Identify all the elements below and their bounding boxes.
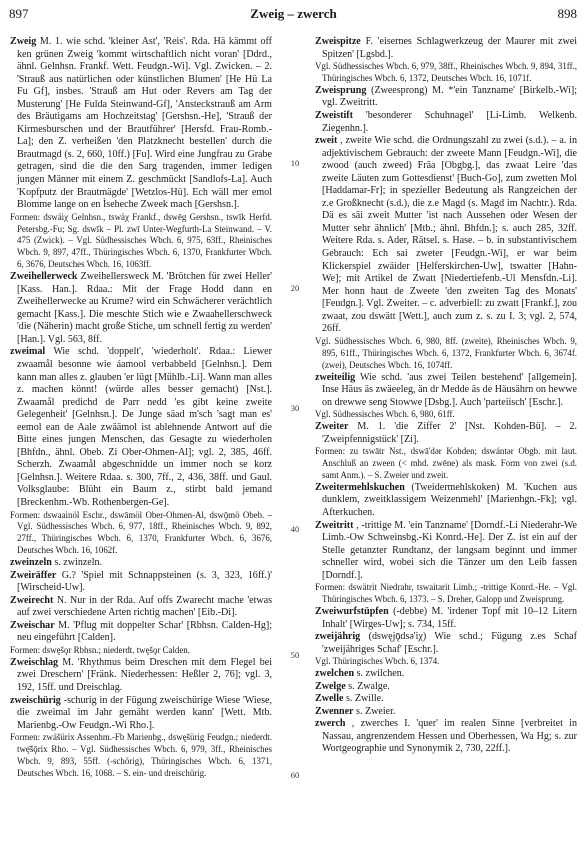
entry-references xyxy=(10,212,272,272)
dictionary-entry xyxy=(315,36,577,61)
line-number: 10 xyxy=(290,158,300,168)
dictionary-entry xyxy=(10,271,272,346)
entry-references xyxy=(10,645,272,657)
entry-headword: Zweistift xyxy=(315,110,353,121)
entry-text: s. Zweier. xyxy=(356,705,396,717)
line-number: 20 xyxy=(290,283,300,293)
entry-text: Vgl. Südhessisches Wbch. 6, 980, 8ff. (zweite), Rheinisches Wbch. 9, 895, 61ff., Thüringisches Wbch. 6, 1372, Frankfurter Wbch. 6, 3674f. (zwei), Deutsches Wbch. 16, 1074ff. xyxy=(315,335,577,370)
entry-text: Formen: zwäšürix Assenhm.-Fb Marienbg., dswęšürig Feudgn.; niederdt. twę̄šǭrix Rho. – Vgl. Südhessisches Wbch. 6, 979, 3ff., Rheinisches Wbch. 9, 893, 55ff. (-schörig), Thüringisches Wbch. 6, 1371, Deutsches Wbch. 16, 1068. – S. ein- und dreischürig. xyxy=(10,732,272,778)
entry-headword: zweimal xyxy=(10,346,46,358)
entry-text: Formen: dswätrit Niedrahr, tswaitarit Limb.; -trittige Konrd.-He. – Vgl. Thüringisches Wbch. 6, 1373. – S. Dreher, Galopp und Zweisprung. xyxy=(315,582,577,605)
dictionary-entry xyxy=(315,606,577,631)
dictionary-entry xyxy=(10,657,272,695)
entry-references xyxy=(315,336,577,372)
entry-text: M. 1. wie schd. 'kleiner Ast', 'Reis'. Rda. Hä kämmt off ken grünen Zweig 'kommt wirtschaftlich nicht voran' [Ddrd., ähnl. Gelnhsn. Frankf. Wett. Feudgn.-Wi]. Vgl. Zwicken. – 2. 'Strauß aus natürlichen oder künstlichen Blumen' [He Hü La Fu Gf], insbes. 'Strauß am Hut oder Revers am Tag der Musterung' [He Fulda Steinwand-Gf], 'Ansteckstrauß am Arm des Bräutigams am Hochzeitstag' [Gershsn.-He], 'Strauß der Kirmesburschen und der Brautführer' [Hersfd. Frau-Romb.-La]; den Z. verheißen 'den Platzknecht bestellen' durch die Brautmagd (s. 2, 660, 10ff.) [Fu]. Wird eine Jungfrau zu Grabe getragen, sind die die den Sarg tragenden, immer ledigen jungen Männer mit einem Z. geschmückt [Sandlofs-La]. Auch 'Kopfputz der Brautmägde' [Wetzlos-Hü]. Ech wäll mer emol Blomme lange on en Ìseheche Zweek mach [Gershsn.]. xyxy=(17,36,272,211)
page-number-left: 897 xyxy=(9,6,29,21)
line-number: 50 xyxy=(290,650,300,660)
entry-text: (dswęjǭdsə'iχ) Wie schd.; Fügung z.es Schaf 'zweijähriges Schaf' [Eschr.]. xyxy=(322,631,577,655)
dictionary-entry xyxy=(315,135,577,336)
entry-text: M. 'Pflug mit doppelter Schar' [Rbhsn. Calden-Hg]; neu eingeführt [Calden]. xyxy=(17,619,272,644)
dictionary-entry xyxy=(315,718,577,756)
entry-text: s. Zwalge. xyxy=(348,680,390,692)
entry-headword: Zwenner xyxy=(315,705,354,717)
entry-text: , zwerches I. 'quer' im realen Sinne [verbreitet in Nassau, angrenzendem Hessen und Oberhessen, Wa Hg; s. zur Wortgeographie und Synonymik 2, 730, 22ff.]. xyxy=(322,718,577,755)
entry-text: Formen: zu tswātr Nst., dswā'dər Kohden; dswántər Obgb. mit laut. Anschluß an zween (< mhd. zwēne) als mask. Form von zwei (s.d. samt Anm.). – S. Zweier und zweit. xyxy=(315,446,577,481)
dictionary-entry xyxy=(10,346,272,509)
entry-text: s. Zwille. xyxy=(345,693,384,705)
entry-text: s. zwilchen. xyxy=(356,668,405,680)
entry-text: 'besonderer Schuhnagel' [Li-Limb. Welkenb. Ziegenhn.]. xyxy=(322,110,577,134)
entry-references xyxy=(10,732,272,780)
entry-text: Wie schd. 'aus zwei Teilen bestehend' [allgemein]. Inse Häus äs zwäeeleg, än dr Medde äs de Häusährn on hewwe on drewwe seng Stowwe [Dsbg.]. Auch 'parteiisch' [Eschr.]. xyxy=(322,371,577,408)
entry-text: Formen: dswaainöl Eschr., dswāmöl Ober-Ohmen-Al, dswǭmö Obeb. – Vgl. Südhessisches Wbch. 6, 977, 18ff., Rheinisches Wbch. 9, 892, 27ff., Thüringisches Wbch. 6, 1370, Frankfurter Wbch. 6, 3676, Deutsches Wbch. 16, 1062f. xyxy=(10,509,272,556)
dictionary-entry xyxy=(315,706,577,719)
entry-headword: Zweisprung xyxy=(315,84,367,96)
dictionary-entry xyxy=(315,631,577,656)
dictionary-entry xyxy=(315,520,577,583)
dictionary-entry xyxy=(10,620,272,645)
page-number-right: 898 xyxy=(557,6,577,21)
entry-references xyxy=(315,656,577,668)
entry-text: M. 'Rhythmus beim Dreschen mit dem Flegel bei zwei Dreschern' [Fränk. Niederhessen: Heßler 2, 76]; vgl. 3, 192, 15ff. und Dreischlag. xyxy=(17,656,272,694)
entry-headword: zwelchen xyxy=(315,668,355,680)
dictionary-entry xyxy=(315,681,577,694)
entry-headword: Zweirecht xyxy=(10,594,54,606)
dictionary-entry xyxy=(315,668,577,681)
entry-headword: Zweihellerweck xyxy=(10,271,78,283)
running-title: Zweig – zwerch xyxy=(250,6,337,21)
entry-text: -schurig in der Fügung zweischürige Wiese 'Wiese, die zweimal im Jahr gemäht werden kann' [Wett. Mtb. Marienbg.-Ow Feudgn.-Wi Rho.]. xyxy=(17,694,272,731)
entry-references xyxy=(315,409,577,421)
entry-headword: Zweischar xyxy=(10,619,55,631)
entry-text: s. zwinzeln. xyxy=(54,557,103,569)
dictionary-entry xyxy=(315,372,577,410)
entry-references xyxy=(315,61,577,85)
entry-text: , -trittige M. 'ein Tanzname' [Dorndf.-Li Niederahr-We Limb.-Ow Schweinsbg.-Ki Konrd.-He]. Der Z. ist ein auf der Stelle getanzter Rundtanz, der langsam beginnt und immer schneller wird, wobei sich die Tänzer um den Leib fassen [Dorndf.]. xyxy=(322,519,577,581)
entry-text: N. Nur in der Rda. Auf offs Zwarecht mache 'etwas auf zwei verschiedene Arten richtig machen' [Eib.-Di]. xyxy=(17,594,273,619)
entry-headword: zweijährig xyxy=(315,631,361,643)
dictionary-entry xyxy=(10,36,272,212)
dictionary-entry xyxy=(10,595,272,620)
entry-text: Formen: dswęšǫr Rbhsn.; niederdt. twęšǫr Calden. xyxy=(10,645,190,656)
entry-text: (Tweidermehlskoken) M. 'Kuchen aus dunklem, zweitklassigem Weizenmehl' [Marienhgn.-Fk]; vgl. Afterkuchen. xyxy=(322,481,577,519)
entry-headword: Zweitermehlskuchen xyxy=(315,481,405,493)
entry-text: (-debbe) M. 'irdener Topf mit 10–12 Litern Inhalt' [Wirges-Uw]; s. 734, 15ff. xyxy=(322,606,578,630)
line-number: 30 xyxy=(290,403,300,413)
line-number: 60 xyxy=(290,770,300,780)
dictionary-entry xyxy=(315,421,577,446)
entry-text: G.? 'Spiel mit Schnappsteinen (s. 3, 323, 16ff.)' [Wirscheid-Uw]. xyxy=(17,569,272,594)
entry-references xyxy=(315,582,577,606)
dictionary-entry xyxy=(10,570,272,595)
entry-headword: Zweischlag xyxy=(10,656,59,668)
entry-headword: Zweiräffer xyxy=(10,569,57,581)
entry-headword: zweit xyxy=(315,135,338,147)
page-header xyxy=(0,6,587,28)
left-column xyxy=(10,36,272,780)
dictionary-entry xyxy=(315,693,577,706)
entry-headword: Zweispitze xyxy=(315,36,361,47)
entry-text: Vgl. Thüringisches Wbch. 6, 1374. xyxy=(315,656,440,667)
entry-headword: Zweig xyxy=(10,36,37,47)
line-number: 40 xyxy=(290,524,300,534)
entry-references xyxy=(10,510,272,558)
entry-headword: Zweiwurfstüpfen xyxy=(315,606,389,618)
dictionary-entry xyxy=(10,695,272,733)
right-column xyxy=(315,36,577,756)
entry-text: Wie schd. 'doppelt', 'wiederholt'. Rdaa.: Liewer zwaamål besonne wie áamool verbabbeld [Gelnhsn.]. Dem kann man alles z. glauben 'er lügt [Mühlb.-Li]. Wann man alles z. machen könnt! (würde alles besser gemacht) [Nst.]. Zwaamål predichd de Parr nedd 'es gibt keine zweite Gelegenheit' [Gelnhsn.]. De Junge säad m'sch 'sagt man es' eemol ean de Aale zwäämol ist ablehnende Antwort auf die Bitte eines jungen Menschen, das Gesagte zu wiederholen [Bhfdn., ähnl. Obeb. Zi Ober-Ohmen-Al]; vgl. 2, 385, 46ff. Scherzh. Zwaamål abgeschnidde un immer noch se korz [Gelnhsn.]. Weitere Rdaa. s. 300, 7ff., 2, 436, 38ff. und Gaul. Volksglaube: Blüht ein Baum z., stirbt bald jemand [Breckenhm.-Wb. Rothenbergen-Ge]. xyxy=(17,346,272,509)
entry-text: Zweihellersweck M. 'Brötchen für zwei Heller' [Kass. Han.]. Rdaa.: Mit der Frage Hodd dann en Zweihellerwecke au Krume? wird ein Schwächerer verächtlich gemacht [Kass.]. Die meschte Stich wie e Zwaahellerschweck 'die (Näherin) macht große Stiche, um schnell fertig zu werden' [Han.]. Vgl. 563, 8ff. xyxy=(17,271,272,345)
entry-text: M. 1. 'die Ziffer 2' [Nst. Kohden-Bü]. – 2. 'Zweipfennigstück' [Zi]. xyxy=(322,421,577,445)
entry-headword: zweiteilig xyxy=(315,371,356,383)
entry-headword: zweinzeln xyxy=(10,557,52,569)
dictionary-entry xyxy=(315,482,577,520)
entry-text: Vgl. Südhessisches Wbch. 6, 980, 61ff. xyxy=(315,409,455,420)
entry-headword: zwerch xyxy=(315,718,346,730)
entry-text: F. 'eisernes Schlagwerkzeug der Maurer mit zwei Spitzen' [Lgsbd.]. xyxy=(322,36,578,60)
entry-text: Vgl. Südhessisches Wbch. 6, 979, 38ff., Rheinisches Wbch. 9, 894, 31ff., Thüringisches Wbch. 6, 1372, Deutsches Wbch. 16, 1071f. xyxy=(315,61,577,83)
dictionary-entry xyxy=(10,557,272,570)
entry-headword: Zweitritt xyxy=(315,519,354,531)
entry-text: Formen: dswäiχ Gelnhsn., tswäχ Frankf., dswēg Gershsn., tswīk Herfd. Petersbg.-Fu; Sg. dswīk – Pl. zwī Unter-Wegfurth-La Steinwand. – V. 475 (Zwick). – Vgl. Südhessisches Wbch. 6, 975, 63ff., Rheinisches Wbch. 9, 897, 47ff., Thüringisches Wbch. 6, 1370, Frankfurter Wbch. 6, 3676, Deutsches Wbch. 16, 1063ff. xyxy=(10,211,272,270)
entry-headword: Zwelge xyxy=(315,680,346,692)
entry-text: , zweite Wie schd. die Ordnungszahl zu zwei (s.d.). – a. in adjektivischem Gebrauch: der zweete Mann [Feudgn.-Wi], die zwood (auch zweed) Fräa [Obgbg.], das zwaat Leire 'das zweite Läuten zum Gottesdienst' [Buch-Go], zum zwetten Mol [Haddamar-Fr]; in spezieller Bedeutung als Rangzeichen der z.e Großknecht (s.d.), die z.e Magd (s. Magd im Nachtr.). Rda. Dä es säi zweit Mutter 'ist nach Aussehen oder Wesen der Mutter sehr ähnlich' [Mtb.; ähnl. Bhfdn.]; s. auch 285, 32ff. Weitere Rda. s. Ader, Rätsel. s. Hase. – b. in substantivischem Gebrauch: Ech sai zweter [Feudgn.-Wi], er war beim Klickerspiel zwäider [Helferskirchen-Uw], tswatter [Hahn-We]; mit Artikel de Zwatt [Niedertiefenb.-Ul Mensfdn.-Li]. Mer honn haut de Zweete 'den zweiten Tag des Monats' [Feudgn.]. Vgl. Zweiter. – c. adverbiell: zu zwatt [Frankf.], zou zwaat, zou dswätt [Wett.], auch zum z. s. zu I. 3; vgl. 2, 574, 26ff. xyxy=(322,135,577,335)
dictionary-entry xyxy=(315,110,577,135)
dictionary-entry xyxy=(315,85,577,110)
entry-headword: Zweiter xyxy=(315,421,349,433)
entry-headword: Zwelle xyxy=(315,693,344,705)
entry-headword: zweischürig xyxy=(10,694,61,706)
entry-references xyxy=(315,446,577,482)
entry-text: (Zweesprong) M. *'ein Tanzname' [Birkelb.-Wi]; vgl. Zweitritt. xyxy=(322,84,578,109)
